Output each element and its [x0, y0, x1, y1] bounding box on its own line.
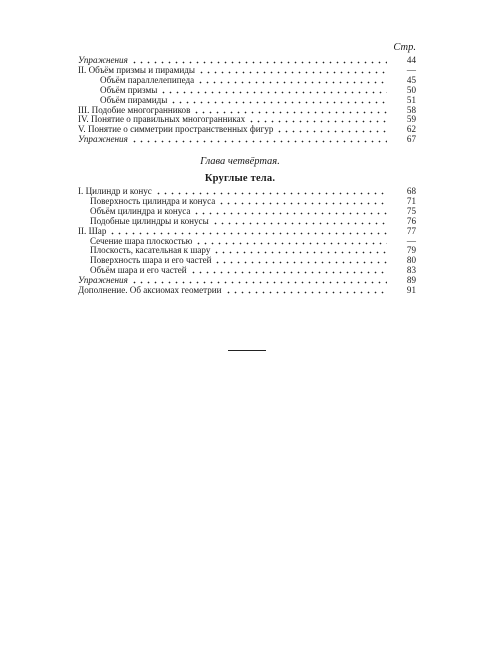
- toc-entry-label: Упражнения: [78, 55, 128, 65]
- toc-entry-label: Объём шара и его частей: [90, 265, 187, 276]
- toc-entry-label: Объём пирамиды: [100, 94, 168, 105]
- toc-entry-page: 44: [406, 55, 416, 65]
- toc-entry-label: I. Цилиндр и конус: [78, 186, 152, 196]
- toc-entry-page: 89: [406, 275, 416, 286]
- end-rule: [228, 350, 266, 351]
- dot-leader: [131, 61, 387, 64]
- toc-entry-label: Плоскость, касательная к шару: [90, 245, 211, 256]
- dot-leader: [214, 261, 387, 264]
- toc-entry-label: Поверхность шара и его частей: [90, 255, 212, 266]
- dot-leader: [197, 81, 387, 84]
- toc-entry-label: Объём параллелепипеда: [100, 74, 195, 85]
- toc-entry-label: II. Объём призмы и пирамиды: [78, 64, 196, 75]
- toc-entry-label: Дополнение. Об аксиомах геометрии: [78, 285, 222, 295]
- dot-leader: [225, 291, 388, 294]
- toc-entry-page: 71: [406, 195, 416, 206]
- chapter-subtitle: Круглые тела.: [204, 173, 276, 184]
- toc-entry-page: —: [406, 235, 416, 246]
- toc-entry-page: 77: [406, 225, 416, 236]
- toc-entry-label: V. Понятие о симметрии пространственных фигур: [78, 124, 274, 135]
- dot-leader: [248, 120, 387, 123]
- dot-leader: [213, 251, 387, 254]
- dot-leader: [131, 281, 387, 284]
- toc-entry-page: 58: [406, 104, 416, 115]
- toc-entry-page: 59: [406, 114, 416, 125]
- toc-entry-page: 83: [406, 265, 416, 276]
- toc-entry-page: 67: [406, 134, 416, 145]
- toc-entry-page: 75: [406, 205, 416, 216]
- dot-leader: [193, 111, 387, 114]
- toc-entry-page: 62: [406, 124, 416, 135]
- toc-entry: [78, 134, 416, 145]
- toc-entry-label: Объём цилиндра и конуса: [90, 205, 191, 216]
- dot-leader: [160, 91, 387, 94]
- toc-entry-page: 45: [406, 74, 416, 85]
- dot-leader: [190, 271, 387, 274]
- toc-entry-label: Подобные цилиндры и конусы: [90, 215, 209, 226]
- toc-entry-label: Сечение шара плоскостью: [90, 235, 193, 246]
- toc-entry-page: 68: [406, 186, 416, 196]
- dot-leader: [131, 140, 387, 143]
- toc-entry-label: III. Подобие многогранников: [78, 104, 191, 115]
- toc-entry-page: 76: [406, 215, 416, 226]
- dot-leader: [193, 212, 387, 215]
- toc-entry-page: 79: [406, 245, 416, 256]
- toc-entry-label: Поверхность цилиндра и конуса: [90, 195, 216, 206]
- toc-entry-label: IV. Понятие о правильных многогранниках: [78, 114, 246, 125]
- chapter-title: Глава четвёртая.: [200, 156, 280, 167]
- toc-entry-page: 91: [406, 285, 416, 295]
- dot-leader: [218, 202, 387, 205]
- dot-leader: [212, 222, 387, 225]
- toc-entry-page: 80: [406, 255, 416, 266]
- toc-entry-page: —: [406, 64, 416, 75]
- dot-leader: [170, 101, 387, 104]
- toc-entry-page: 50: [406, 84, 416, 95]
- toc-entry-label: Объём призмы: [100, 84, 158, 95]
- toc-entry-label: Упражнения: [78, 134, 128, 145]
- toc-entry-label: II. Шар: [78, 225, 107, 236]
- toc-entry-page: 51: [406, 94, 416, 105]
- toc-entry: [78, 285, 416, 296]
- dot-leader: [109, 232, 387, 235]
- dot-leader: [155, 192, 387, 195]
- dot-leader: [195, 242, 387, 245]
- dot-leader: [198, 71, 387, 74]
- toc-entry-label: Упражнения: [78, 275, 128, 286]
- page-column-label: Стр.: [393, 42, 416, 53]
- dot-leader: [276, 130, 387, 133]
